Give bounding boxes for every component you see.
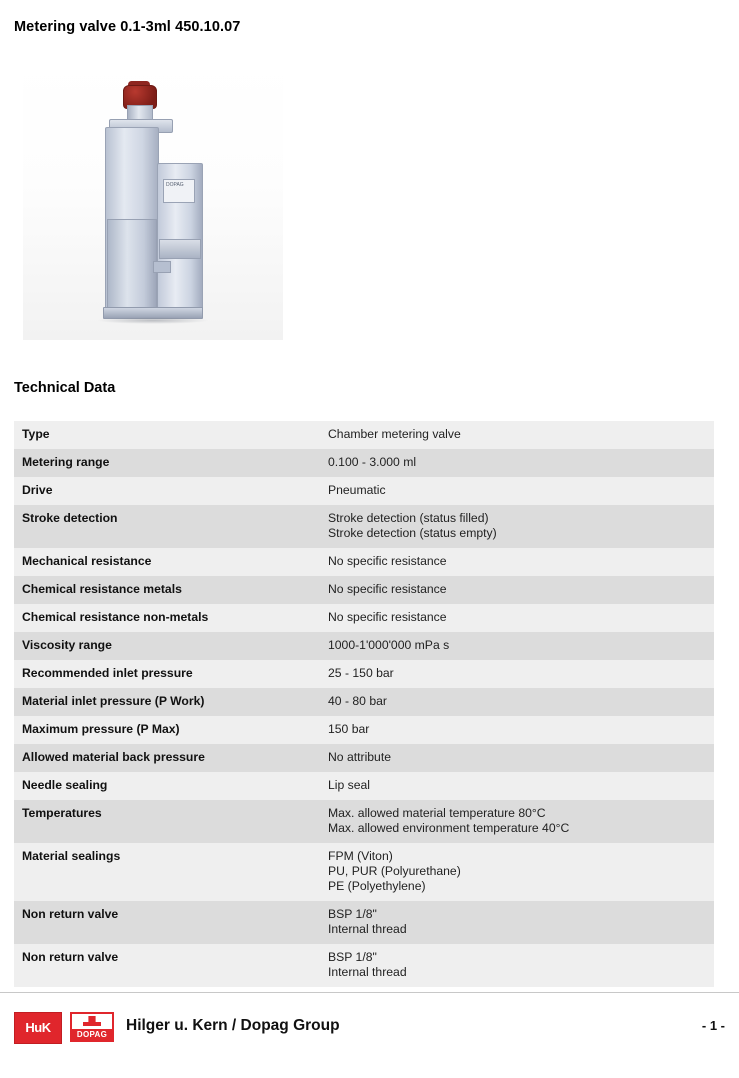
spec-value: 150 bar [320,716,714,744]
spec-key: Recommended inlet pressure [14,660,320,688]
spec-value: BSP 1/8" Internal thread [320,901,714,944]
spec-value: Max. allowed material temperature 80°C Max. allowed environment temperature 40°C [320,800,714,843]
valve-outlet-port [159,239,201,259]
spec-value: 25 - 150 bar [320,660,714,688]
table-row [14,660,714,688]
valve-inlet-port [153,261,171,273]
spec-key: Type [14,421,320,449]
spec-value: Lip seal [320,772,714,800]
valve-shadow [97,317,209,324]
spec-key: Viscosity range [14,632,320,660]
spec-key: Stroke detection [14,505,320,548]
table-row [14,843,714,901]
spec-key: Temperatures [14,800,320,843]
spec-value: No attribute [320,744,714,772]
dopag-logo-icon [83,1016,101,1026]
table-row [14,901,714,944]
table-row [14,800,714,843]
page-footer [14,1008,725,1054]
table-row [14,772,714,800]
table-row [14,716,714,744]
spec-value: Chamber metering valve [320,421,714,449]
spec-key: Chemical resistance metals [14,576,320,604]
valve-body-left-lower [107,219,157,311]
spec-key: Chemical resistance non-metals [14,604,320,632]
spec-key: Maximum pressure (P Max) [14,716,320,744]
metering-valve-illustration [83,79,223,329]
spec-value: Pneumatic [320,477,714,505]
spec-value: BSP 1/8" Internal thread [320,944,714,987]
spec-key: Metering range [14,449,320,477]
technical-data-table [14,421,714,987]
table-row [14,449,714,477]
spec-key: Drive [14,477,320,505]
table-row [14,548,714,576]
spec-value: No specific resistance [320,604,714,632]
spec-value: 1000-1'000'000 mPa s [320,632,714,660]
dopag-logo-mark-area [72,1014,112,1029]
spec-value: Stroke detection (status filled) Stroke detection (status empty) [320,505,714,548]
table-row [14,477,714,505]
spec-key: Non return valve [14,901,320,944]
table-row [14,604,714,632]
spec-key: Material inlet pressure (P Work) [14,688,320,716]
table-row [14,688,714,716]
footer-divider [0,992,739,993]
spec-key: Allowed material back pressure [14,744,320,772]
dopag-logo-text: DOPAG [72,1029,112,1040]
product-image [23,59,283,340]
valve-nameplate: DOPAG [163,179,195,203]
spec-value: No specific resistance [320,548,714,576]
table-row [14,576,714,604]
table-row [14,632,714,660]
section-title: Technical Data [14,380,116,396]
spec-key: Non return valve [14,944,320,987]
spec-key: Needle sealing [14,772,320,800]
huk-logo: HuK [14,1012,62,1044]
technical-data-body [14,421,714,987]
page-number: - 1 - [701,1018,725,1033]
spec-value: No specific resistance [320,576,714,604]
spec-value: 0.100 - 3.000 ml [320,449,714,477]
page-title: Metering valve 0.1-3ml 450.10.07 [14,19,241,35]
table-row [14,505,714,548]
company-name: Hilger u. Kern / Dopag Group [126,1017,340,1034]
dopag-logo [70,1012,114,1042]
spec-value: FPM (Viton) PU, PUR (Polyurethane) PE (Polyethylene) [320,843,714,901]
spec-value: 40 - 80 bar [320,688,714,716]
table-row [14,421,714,449]
table-row [14,944,714,987]
table-row [14,744,714,772]
spec-key: Mechanical resistance [14,548,320,576]
spec-key: Material sealings [14,843,320,901]
